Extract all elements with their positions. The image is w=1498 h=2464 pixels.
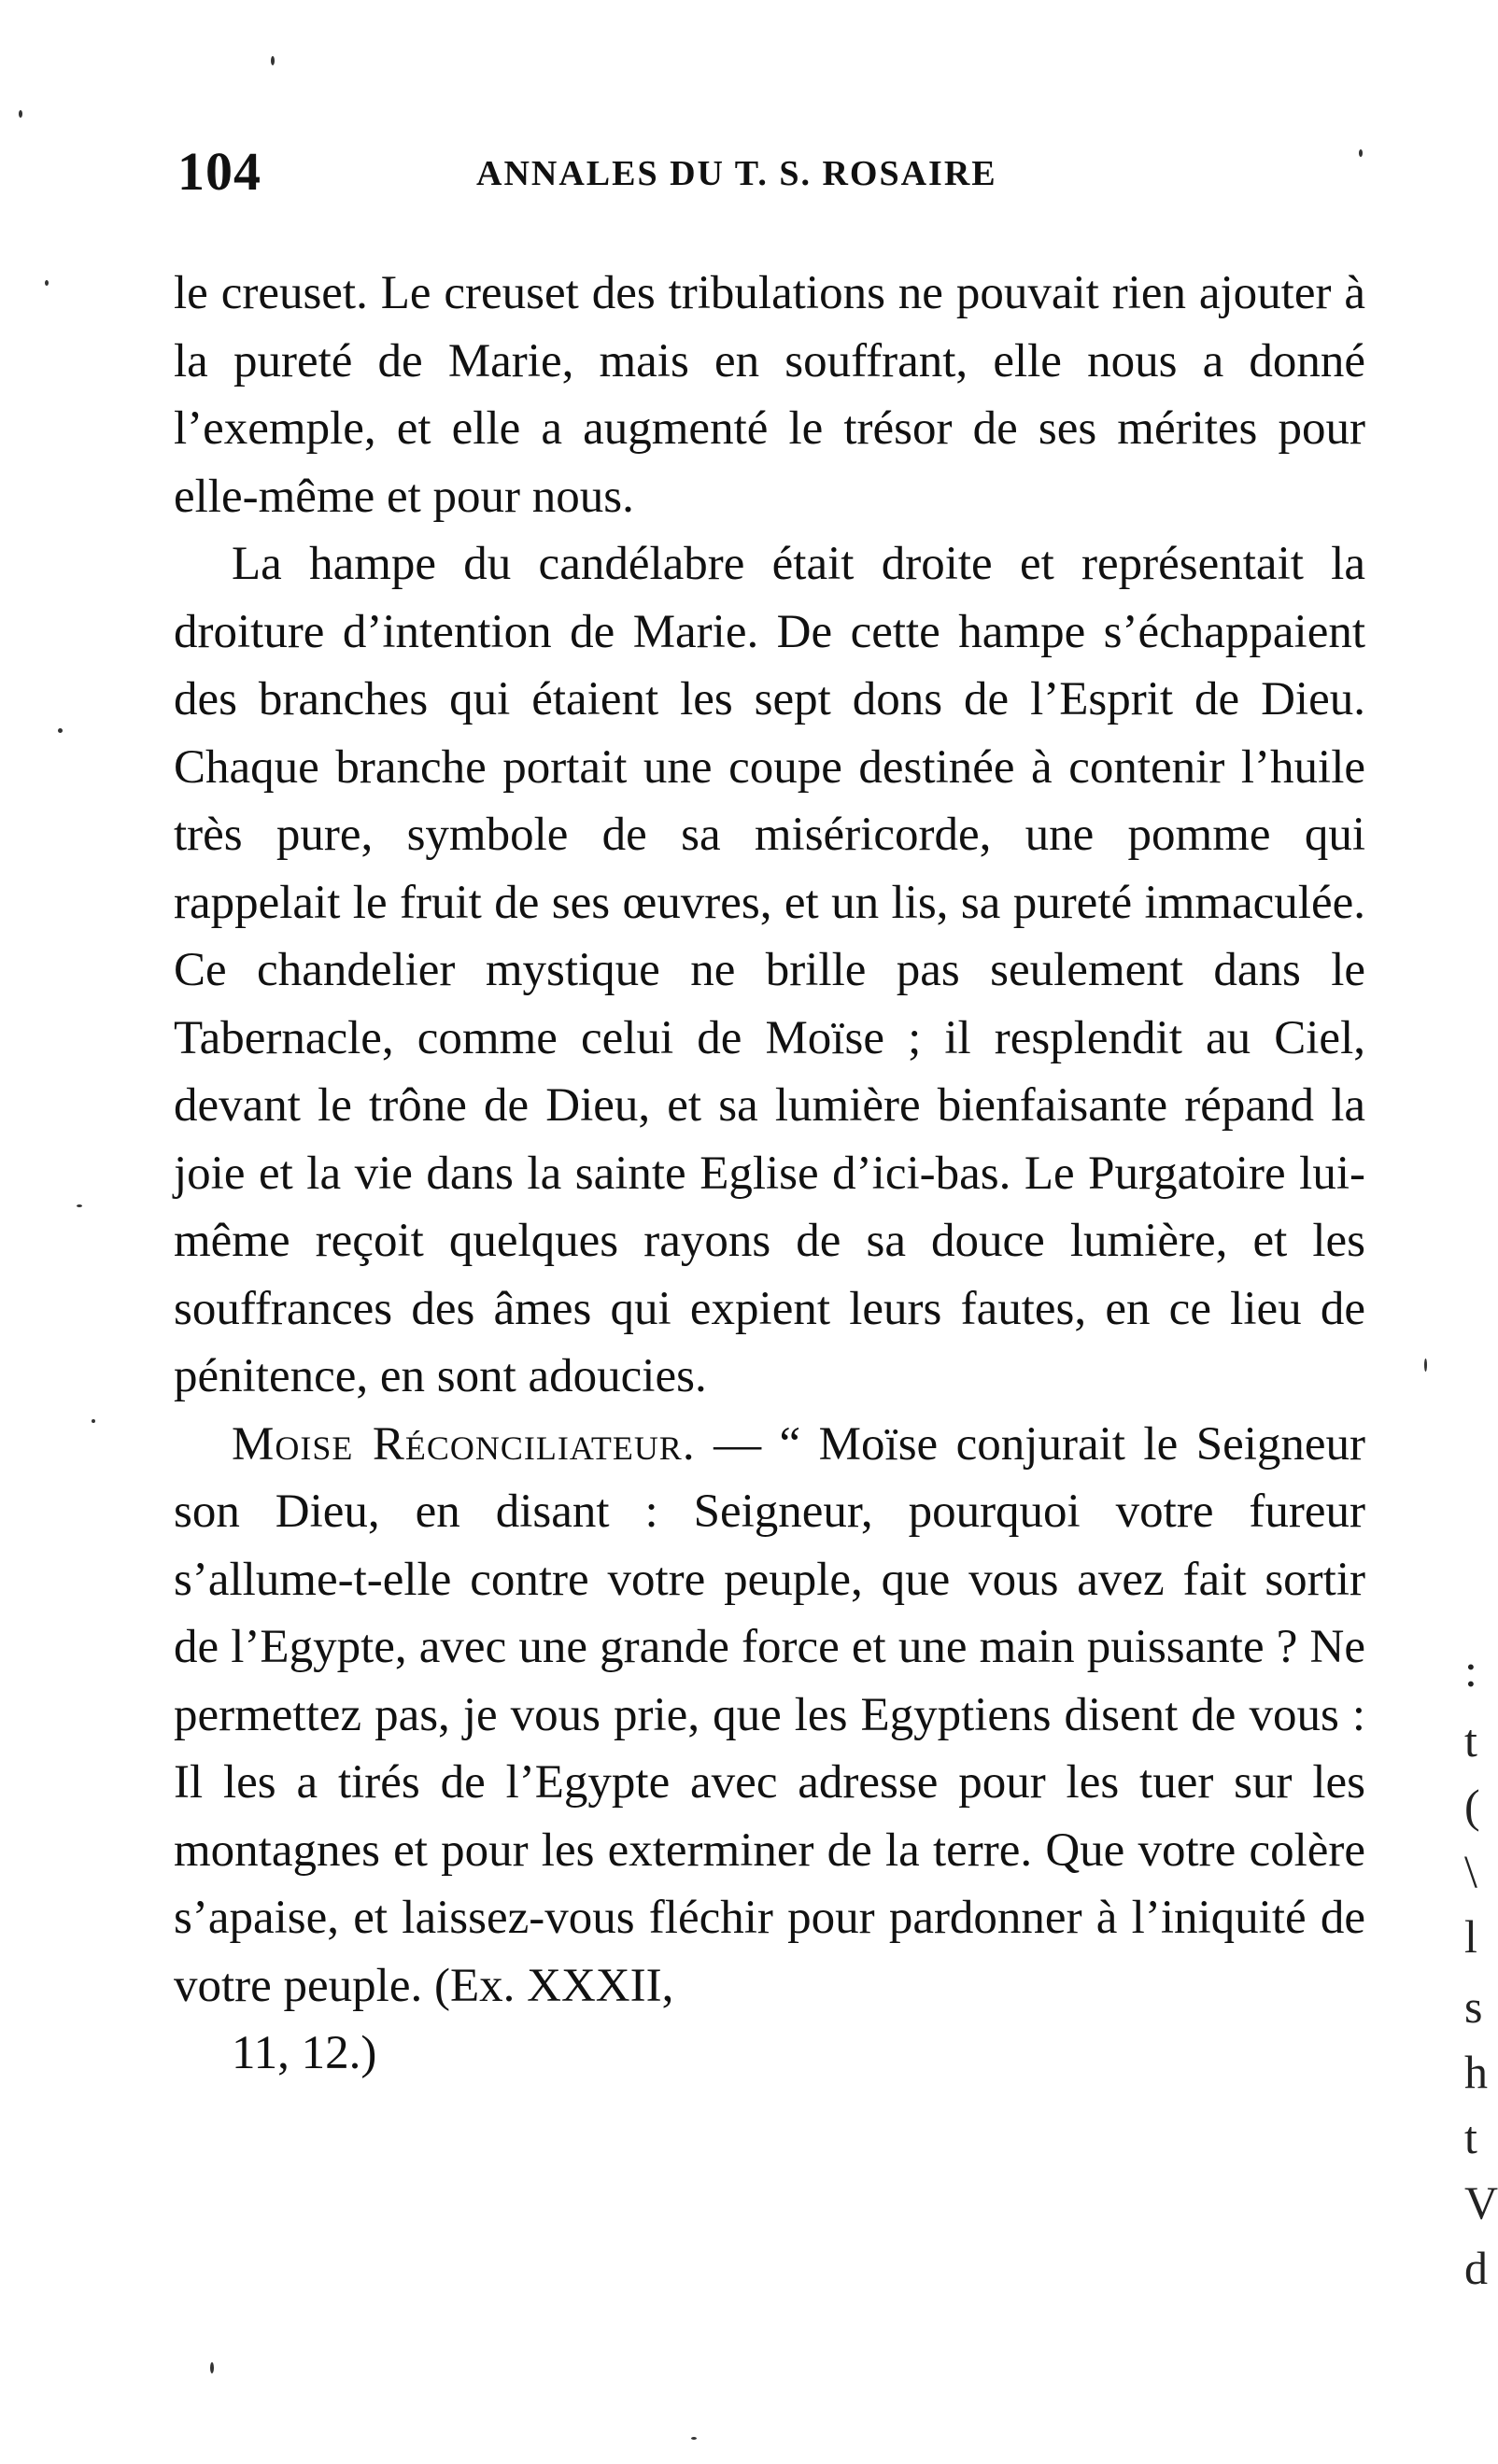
running-title: ANNALES DU T. S. ROSAIRE (476, 154, 997, 193)
paragraph-candelabre: La hampe du candélabre était droite et représentait la droiture d’intention de Marie. De cette hampe s’échappaient des branches qui étaient les sept dons de l’Esprit de Dieu. Chaque branche portait une coupe destinée à contenir l’huile très pure, symbole de sa miséricorde, une pomme qui rappelait le fruit de ses œuvres, et un lis, sa pureté immaculée. Ce chandelier mystique ne brille pas seulement dans le Tabernacle, comme celui de Moïse ; il resplendit au Ciel, devant le trône de Dieu, et sa lumière bienfaisante répand la joie et la vie dans la sainte Eglise d’ici-bas. Le Purgatoire lui-même reçoit quelques rayons de sa douce lumière, et les souffrances des âmes qui expient leurs fautes, en ce lieu de pénitence, en sont adoucies. (174, 538, 1365, 1402)
margin-fragment: t (1464, 2111, 1477, 2163)
scan-speck (271, 56, 275, 65)
margin-fragment: t (1464, 1714, 1477, 1767)
paragraph-continuation: le creuset. Le creuset des tribulations ne pouvait rien ajouter à la pureté de Marie, mais en souffrant, elle nous a donné l’exemple, et elle a augmenté le trésor de ses mérites pour elle-même et pour nous. (174, 267, 1365, 523)
scan-speck (210, 2362, 214, 2373)
scan-speck (19, 110, 22, 118)
margin-fragment: \ (1464, 1845, 1477, 1897)
margin-fragment: : (1464, 1644, 1477, 1697)
page-number: 104 (177, 141, 261, 202)
section-heading: Moise Réconciliateur. (232, 1417, 696, 1471)
scan-speck (58, 728, 63, 733)
scan-speck (1359, 149, 1363, 157)
margin-fragment: h (1464, 2046, 1488, 2098)
paragraph-moise-text: — “ Moïse conjurait le Seigneur son Dieu, en disant : Seigneur, pourquoi votre fureur s’allume-t-elle contre votre peuple, que vous avez fait sortir de l’Egypte, avec une grande force et une main puissante ? Ne permettez pas, je vous prie, que les Egyptiens disent de vous : Il les a tirés de l’Egypte avec adresse pour les tuer sur les montagnes et pour les exterminer de la terre. Que votre colère s’apaise, et laissez-vous fléchir pour pardonner à l’iniquité de votre peuple. (Ex. XXXII, (174, 1417, 1365, 2012)
body-text (174, 260, 1365, 2088)
margin-fragment: V (1464, 2176, 1498, 2229)
scan-speck (691, 2437, 697, 2440)
scan-speck (1424, 1359, 1427, 1372)
scripture-reference: 11, 12.) (232, 2027, 377, 2079)
margin-fragment: ( (1464, 1780, 1480, 1832)
page-header (177, 140, 1364, 205)
scan-speck (92, 1419, 95, 1423)
margin-fragment: s (1464, 1980, 1483, 2033)
scan-speck (77, 1204, 82, 1207)
margin-fragment: l (1464, 1910, 1477, 1963)
margin-fragment: d (1464, 2242, 1488, 2294)
paragraph-moise (174, 1411, 1365, 2088)
scan-speck (45, 280, 49, 286)
